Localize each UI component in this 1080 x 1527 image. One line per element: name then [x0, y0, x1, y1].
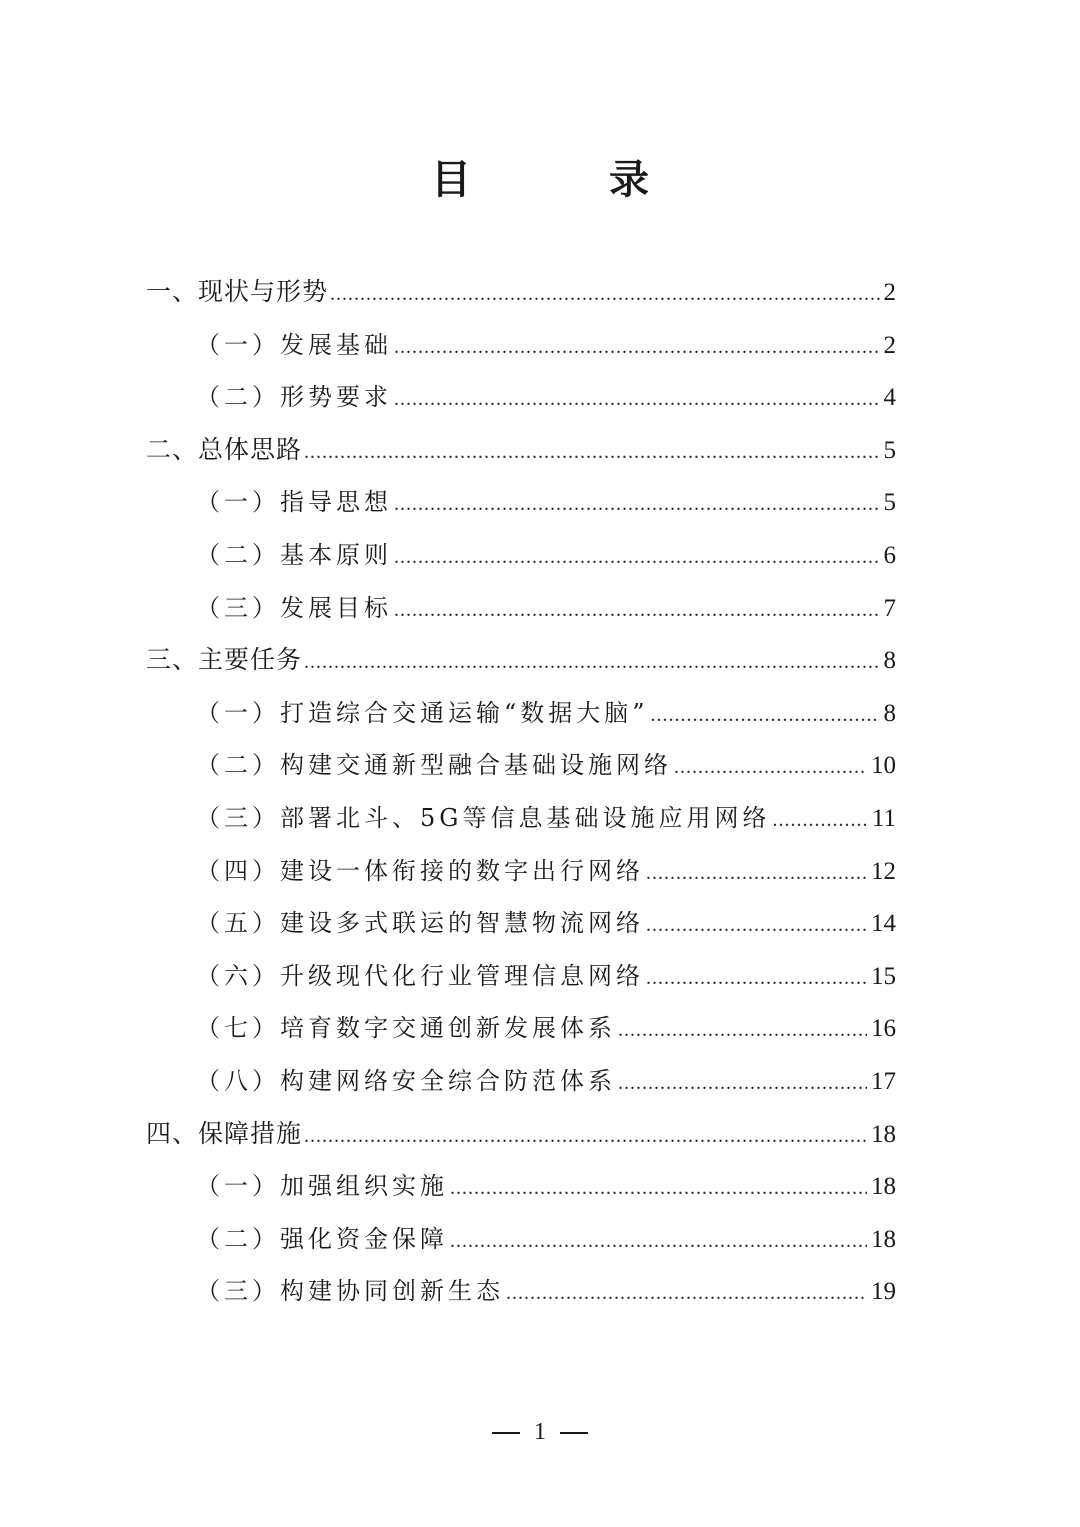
toc-entry[interactable]	[196, 371, 896, 423]
toc-entry-label: （三）发展目标	[196, 593, 392, 622]
toc-entry[interactable]	[196, 845, 896, 897]
toc-entry-label: （一）加强组织实施	[196, 1172, 448, 1201]
toc-entry-page-number: 14	[871, 910, 896, 938]
toc-entry[interactable]	[146, 266, 896, 318]
toc-dot-leader	[646, 847, 867, 899]
toc-dot-leader	[646, 899, 867, 951]
toc-entry[interactable]	[146, 424, 896, 476]
toc-entry[interactable]	[196, 1213, 896, 1265]
toc-entry-label: （六）升级现代化行业管理信息网络	[196, 961, 644, 990]
toc-entry-label: （三）部署北斗、5G等信息基础设施应用网络	[196, 804, 771, 832]
toc-dot-leader	[394, 584, 880, 636]
toc-entry-page-number: 18	[871, 1225, 896, 1253]
toc-entry[interactable]	[196, 1265, 896, 1317]
toc-entry-label: （一）发展基础	[196, 330, 392, 359]
toc-entry-label: （二）基本原则	[196, 541, 392, 569]
toc-dot-leader	[772, 794, 867, 846]
toc-entry-page-number: 17	[871, 1068, 896, 1095]
toc-entry-label: （七）培育数字交通创新发展体系	[196, 1014, 616, 1043]
toc-dot-leader	[646, 952, 867, 1004]
toc-dot-leader	[304, 426, 879, 478]
toc-dot-leader	[330, 268, 879, 320]
toc-entry[interactable]	[146, 1108, 896, 1160]
toc-dot-leader	[674, 741, 867, 793]
toc-dot-leader	[506, 1267, 867, 1319]
toc-entry[interactable]	[196, 476, 896, 528]
toc-dot-leader	[394, 531, 880, 583]
toc-entry-page-number: 5	[883, 489, 896, 517]
toc-entry-label: （五）建设多式联运的智慧物流网络	[196, 909, 644, 938]
toc-entry-label: （二）形势要求	[196, 383, 392, 412]
toc-entry-label: （二）构建交通新型融合基础设施网络	[196, 751, 672, 780]
toc-entry[interactable]	[196, 897, 896, 949]
toc-entry[interactable]	[146, 634, 896, 686]
toc-entry-label: （一）打造综合交通运输“数据大脑”	[196, 698, 649, 727]
toc-dot-leader	[450, 1162, 867, 1214]
toc-entry[interactable]	[196, 950, 896, 1002]
toc-entry-label: （二）强化资金保障	[196, 1224, 448, 1253]
page-footer	[0, 1412, 1080, 1452]
toc-entry-label: 四、保障措施	[146, 1118, 303, 1148]
footer-dash-right	[560, 1432, 588, 1434]
toc-entry[interactable]	[196, 687, 896, 739]
toc-entry-page-number: 16	[871, 1015, 896, 1043]
toc-entry[interactable]	[196, 1055, 896, 1107]
toc-entry-label: （四）建设一体衔接的数字出行网络	[196, 856, 644, 885]
toc-entry[interactable]	[196, 1160, 896, 1212]
footer-page-number: 1	[534, 1419, 546, 1445]
toc-entry-label: （三）构建协同创新生态	[196, 1277, 504, 1306]
toc-entry[interactable]	[196, 739, 896, 791]
toc-dot-leader	[450, 1215, 867, 1267]
toc-entry-label: （八）构建网络安全综合防范体系	[196, 1067, 616, 1095]
toc-dot-leader	[618, 1057, 867, 1109]
toc-entry-page-number: 10	[871, 752, 896, 780]
toc-dot-leader	[618, 1004, 867, 1056]
toc-entry-label: 一、现状与形势	[146, 277, 329, 306]
toc-entry-page-number: 5	[883, 436, 896, 464]
toc-dot-leader	[651, 689, 880, 741]
toc-entry[interactable]	[196, 792, 896, 844]
toc-dot-leader	[394, 478, 880, 530]
toc-entry-page-number: 18	[871, 1173, 896, 1201]
toc-entry-page-number: 18	[871, 1120, 896, 1148]
toc-dot-leader	[394, 373, 880, 425]
toc-entry[interactable]	[196, 582, 896, 634]
toc-entry-page-number: 2	[883, 279, 896, 306]
toc-dot-leader	[394, 321, 880, 373]
toc-entry-page-number: 2	[883, 331, 896, 359]
toc-entry-page-number: 19	[871, 1278, 896, 1306]
page-title: 目 录	[431, 157, 711, 203]
toc-entry[interactable]	[196, 1002, 896, 1054]
toc-entry-label: 二、总体思路	[146, 434, 303, 464]
toc-entry[interactable]	[196, 319, 896, 371]
toc-entry-page-number: 7	[883, 594, 896, 622]
footer-dash-left	[492, 1432, 520, 1434]
toc-entry-label: （一）指导思想	[196, 488, 392, 517]
toc-entry-page-number: 4	[883, 384, 896, 412]
toc-entry-label: 三、主要任务	[146, 645, 303, 675]
toc-entry-page-number: 12	[871, 857, 896, 885]
toc-entry-page-number: 6	[883, 542, 896, 569]
toc-entry-page-number: 8	[883, 699, 896, 727]
toc-dot-leader	[304, 1110, 867, 1162]
toc-entry-page-number: 11	[871, 805, 896, 832]
toc-entry-page-number: 15	[871, 962, 896, 990]
toc-entry[interactable]	[196, 529, 896, 581]
toc-entry-page-number: 8	[883, 647, 896, 675]
toc-dot-leader	[304, 636, 879, 688]
